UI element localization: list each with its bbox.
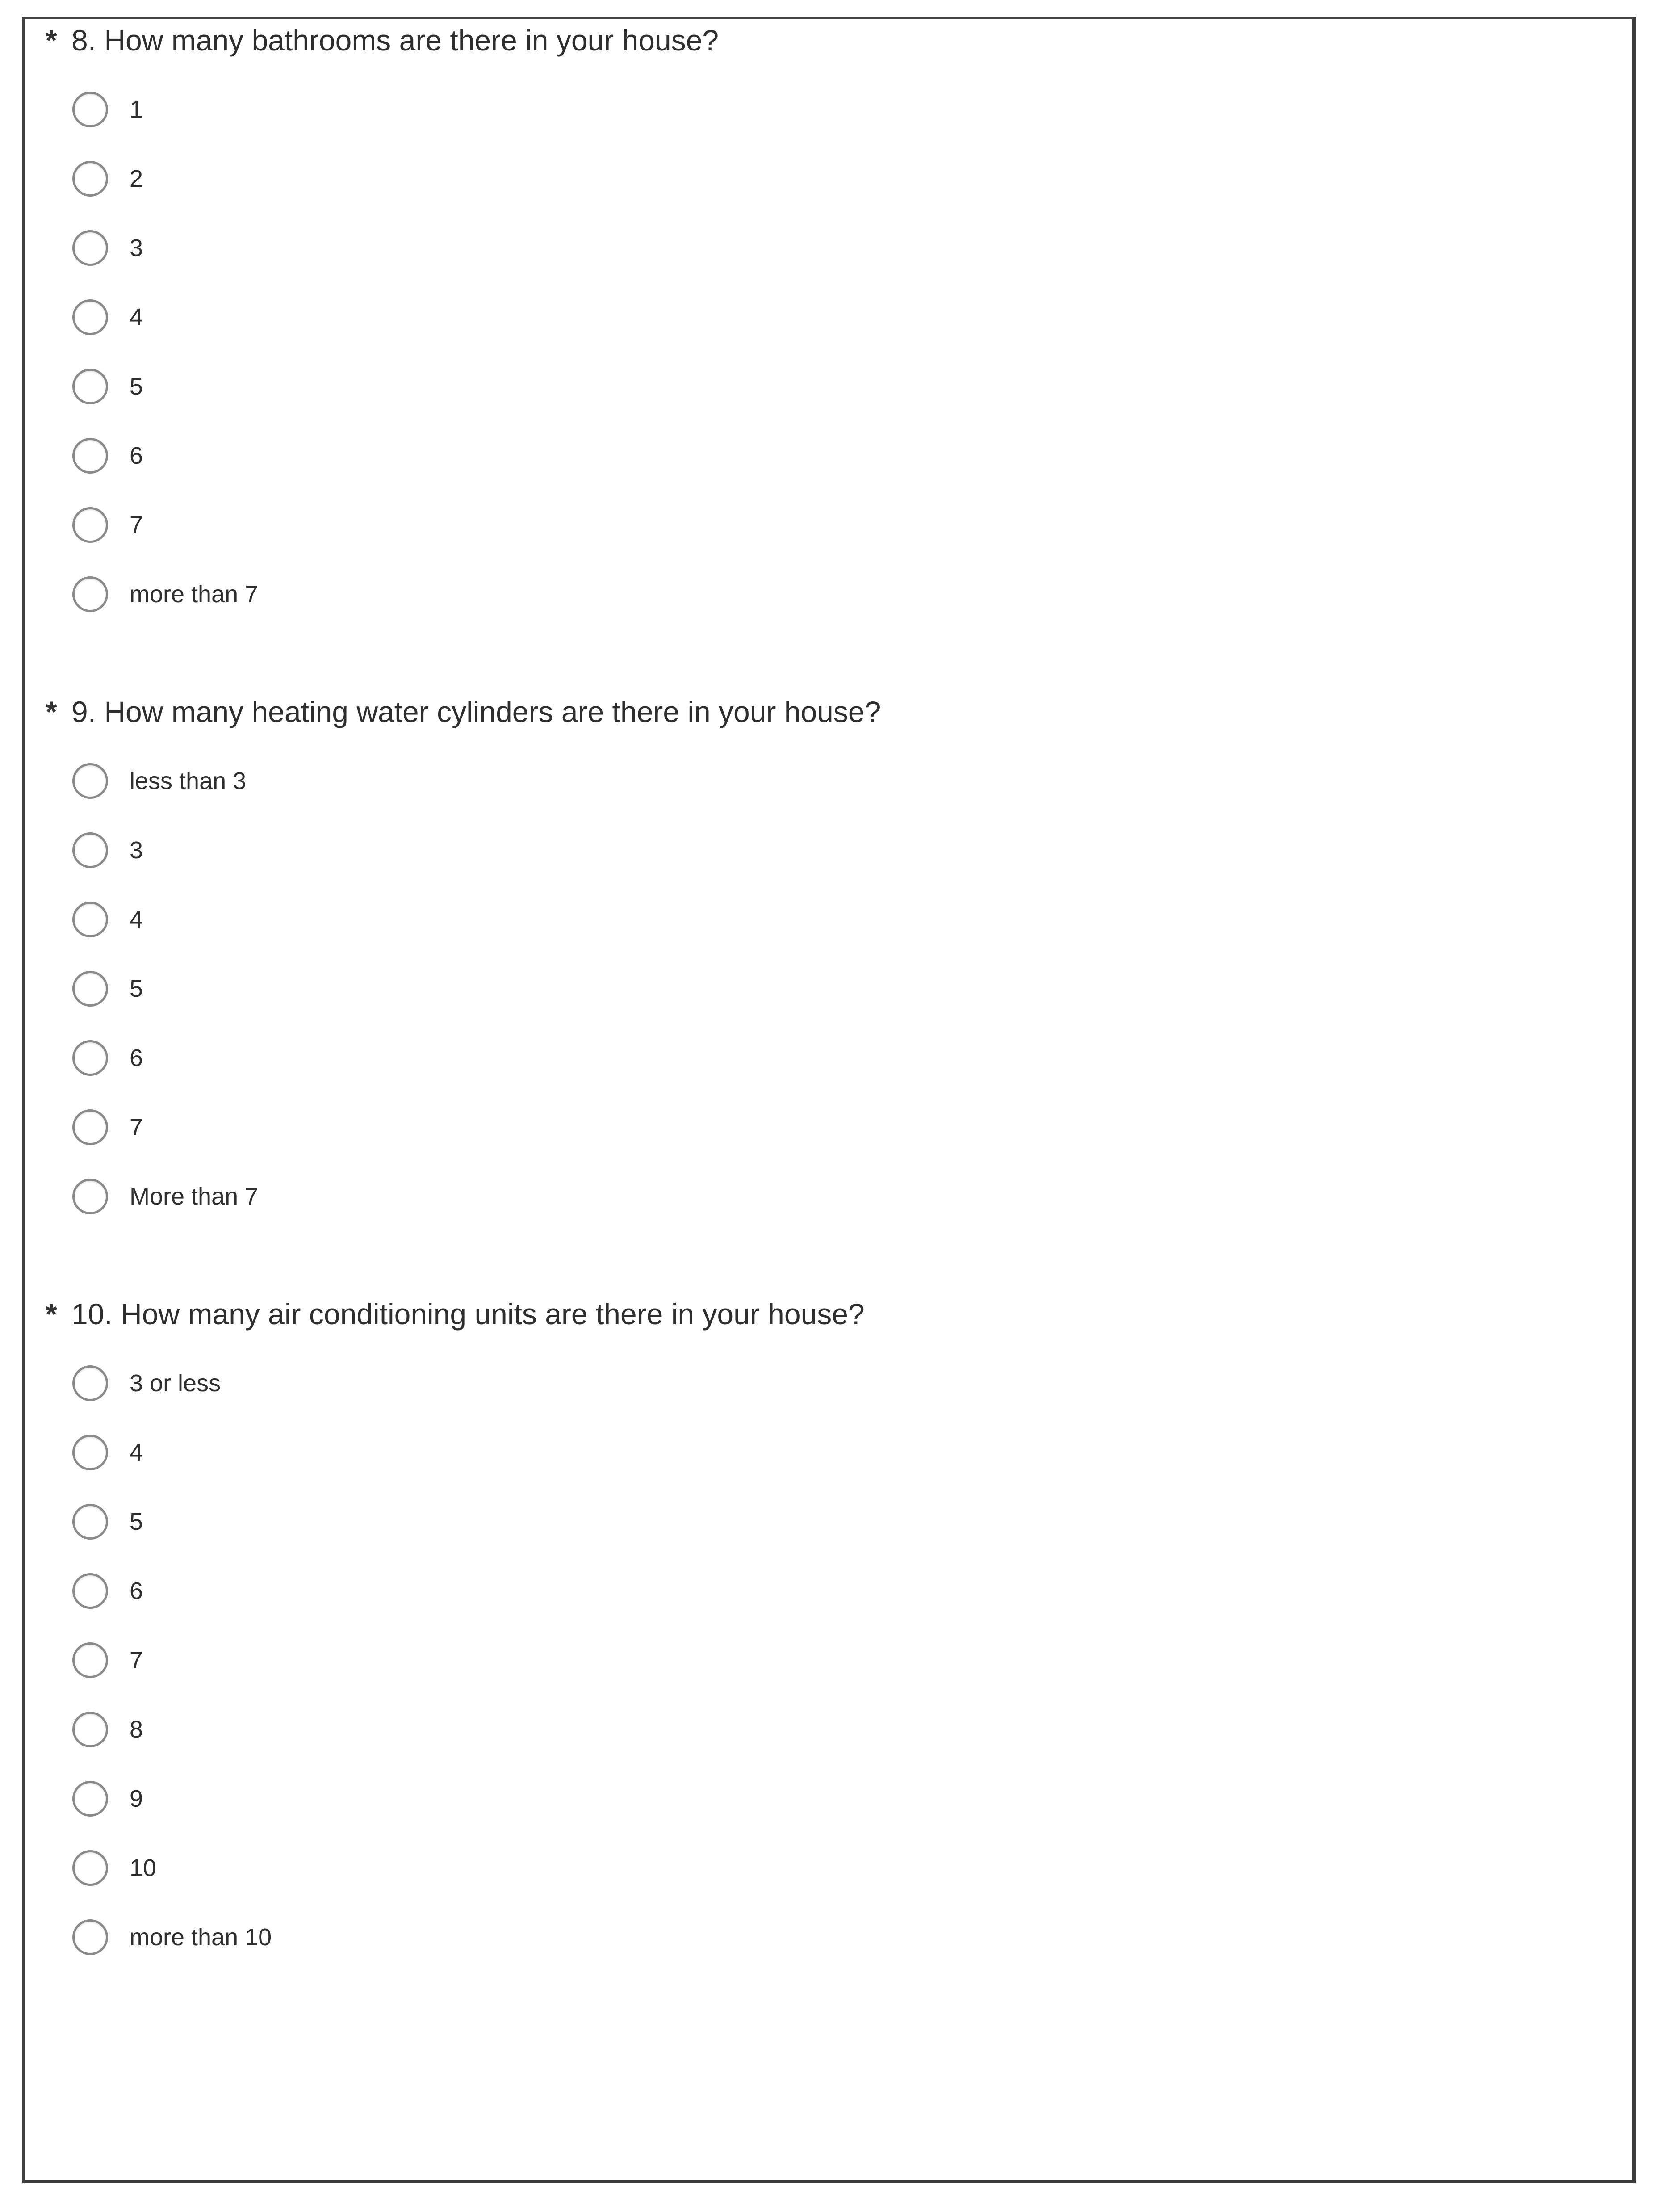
radio-option[interactable] bbox=[72, 1361, 787, 1406]
radio-option[interactable] bbox=[72, 1776, 787, 1821]
option-label: 3 or less bbox=[130, 1370, 221, 1397]
option-label: 4 bbox=[130, 1439, 143, 1466]
radio-option[interactable] bbox=[72, 295, 787, 340]
radio-option[interactable] bbox=[72, 1569, 787, 1613]
option-label: 6 bbox=[130, 1045, 143, 1071]
radio-button-icon[interactable] bbox=[72, 92, 108, 127]
radio-button-icon[interactable] bbox=[72, 1179, 108, 1214]
option-label: 2 bbox=[130, 165, 143, 192]
question-8 bbox=[23, 20, 1587, 608]
option-label: 5 bbox=[130, 975, 143, 1002]
option-label: 6 bbox=[130, 442, 143, 469]
option-label: 3 bbox=[130, 235, 143, 261]
radio-option[interactable] bbox=[72, 1430, 787, 1475]
radio-option[interactable] bbox=[72, 433, 787, 478]
radio-option[interactable] bbox=[72, 87, 787, 132]
question-title bbox=[46, 1294, 1587, 1334]
radio-option[interactable] bbox=[72, 1499, 787, 1544]
radio-button-icon[interactable] bbox=[72, 763, 108, 799]
required-asterisk: * bbox=[46, 1297, 57, 1331]
radio-option[interactable] bbox=[72, 828, 787, 873]
option-label: 5 bbox=[130, 1508, 143, 1535]
option-label: more than 7 bbox=[130, 581, 259, 608]
question-text: 8. How many bathrooms are there in your house? bbox=[71, 24, 719, 57]
radio-option[interactable] bbox=[72, 1707, 787, 1752]
option-label: 5 bbox=[130, 373, 143, 400]
option-label: More than 7 bbox=[130, 1183, 259, 1210]
radio-option[interactable] bbox=[72, 1846, 787, 1890]
question-title bbox=[46, 692, 1587, 732]
option-label: more than 10 bbox=[130, 1924, 272, 1951]
radio-button-icon[interactable] bbox=[72, 299, 108, 335]
radio-option[interactable] bbox=[72, 156, 787, 201]
radio-button-icon[interactable] bbox=[72, 230, 108, 266]
radio-button-icon[interactable] bbox=[72, 1850, 108, 1886]
question-10 bbox=[23, 1294, 1587, 1951]
radio-button-icon[interactable] bbox=[72, 1712, 108, 1747]
radio-button-icon[interactable] bbox=[72, 971, 108, 1007]
option-label: 4 bbox=[130, 304, 143, 331]
question-text: 10. How many air conditioning units are there in your house? bbox=[71, 1297, 865, 1331]
radio-button-icon[interactable] bbox=[72, 1365, 108, 1401]
radio-button-icon[interactable] bbox=[72, 1040, 108, 1076]
question-title bbox=[46, 20, 1587, 60]
radio-button-icon[interactable] bbox=[72, 438, 108, 474]
option-label: 4 bbox=[130, 906, 143, 933]
radio-option[interactable] bbox=[72, 364, 787, 409]
radio-option[interactable] bbox=[72, 226, 787, 270]
radio-button-icon[interactable] bbox=[72, 1504, 108, 1540]
radio-option[interactable] bbox=[72, 1915, 787, 1960]
question-9 bbox=[23, 692, 1587, 1210]
radio-button-icon[interactable] bbox=[72, 1573, 108, 1609]
question-text: 9. How many heating water cylinders are there in your house? bbox=[71, 695, 881, 728]
radio-button-icon[interactable] bbox=[72, 1642, 108, 1678]
option-label: 8 bbox=[130, 1716, 143, 1743]
radio-button-icon[interactable] bbox=[72, 369, 108, 404]
option-label: 7 bbox=[130, 1647, 143, 1674]
option-label: 7 bbox=[130, 512, 143, 538]
option-label: 10 bbox=[130, 1855, 157, 1881]
radio-option[interactable] bbox=[72, 1638, 787, 1683]
option-label: 7 bbox=[130, 1114, 143, 1141]
option-label: 1 bbox=[130, 96, 143, 123]
required-asterisk: * bbox=[46, 695, 57, 728]
radio-button-icon[interactable] bbox=[72, 507, 108, 543]
option-label: 3 bbox=[130, 837, 143, 864]
option-label: 9 bbox=[130, 1785, 143, 1812]
radio-option[interactable] bbox=[72, 1174, 787, 1219]
required-asterisk: * bbox=[46, 24, 57, 57]
option-label: less than 3 bbox=[130, 768, 247, 794]
radio-option[interactable] bbox=[72, 1105, 787, 1150]
radio-button-icon[interactable] bbox=[72, 576, 108, 612]
radio-button-icon[interactable] bbox=[72, 161, 108, 197]
radio-option[interactable] bbox=[72, 897, 787, 942]
radio-button-icon[interactable] bbox=[72, 1781, 108, 1817]
radio-button-icon[interactable] bbox=[72, 1109, 108, 1145]
radio-button-icon[interactable] bbox=[72, 1435, 108, 1470]
radio-option[interactable] bbox=[72, 966, 787, 1011]
radio-option[interactable] bbox=[72, 759, 787, 803]
radio-option[interactable] bbox=[72, 572, 787, 617]
radio-button-icon[interactable] bbox=[72, 902, 108, 937]
option-label: 6 bbox=[130, 1578, 143, 1604]
radio-option[interactable] bbox=[72, 503, 787, 547]
radio-option[interactable] bbox=[72, 1036, 787, 1080]
radio-button-icon[interactable] bbox=[72, 832, 108, 868]
radio-button-icon[interactable] bbox=[72, 1919, 108, 1955]
